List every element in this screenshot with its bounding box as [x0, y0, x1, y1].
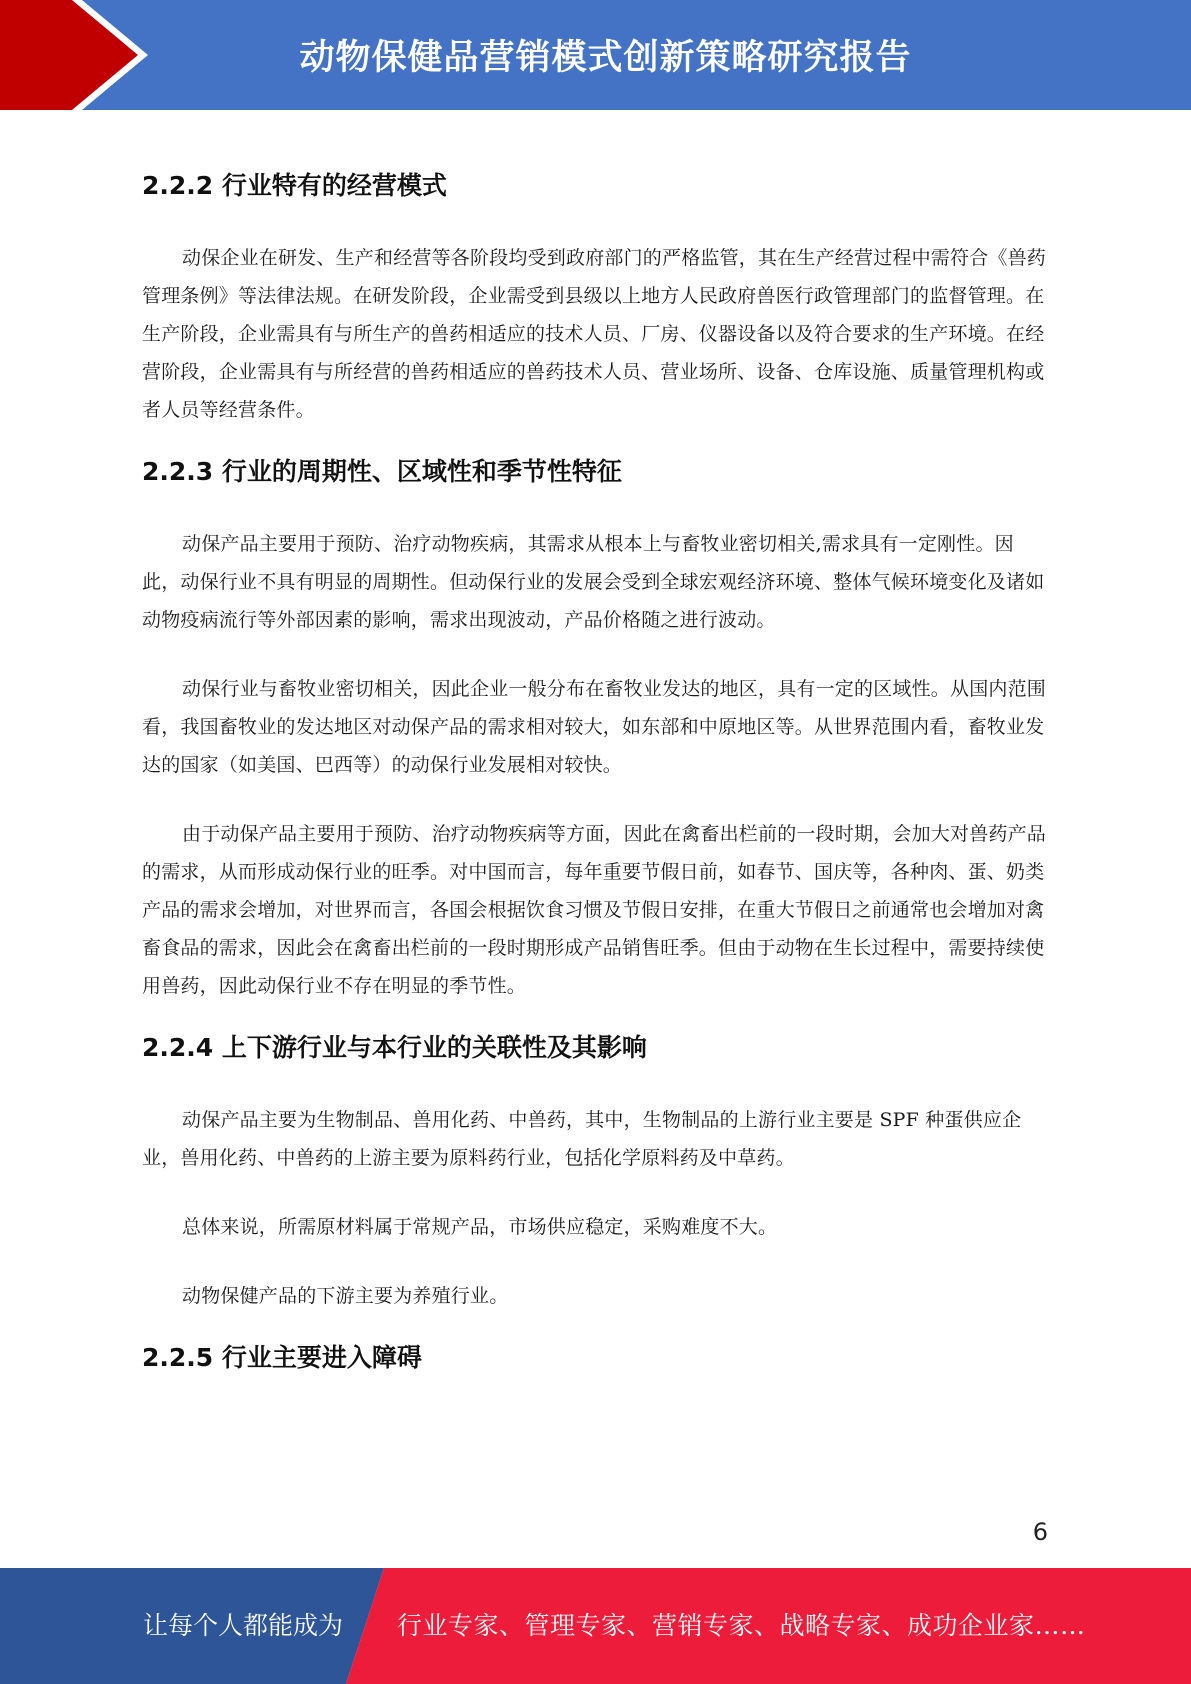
report-title	[0, 0, 1191, 110]
paragraph: 动物保健产品的下游主要为养殖行业。	[182, 1285, 509, 1307]
paragraph: 总体来说，所需原材料属于常规产品，市场供应稳定，采购难度不大。	[182, 1216, 778, 1238]
document-body	[142, 165, 1047, 1379]
paragraph: 动保行业与畜牧业密切相关，因此企业一般分布在畜牧业发达的地区，具有一定的区域性。从国内范围看，我国畜牧业的发达地区对动保产品的需求相对较大，如东部和中原地区等。从世界范围内看，畜牧业发达的国家（如美国、巴西等）的动保行业发展相对较快。	[142, 678, 1047, 776]
paragraph: 动保产品主要为生物制品、兽用化药、中兽药，其中，生物制品的上游行业主要是 SPF 种蛋供应企业，兽用化药、中兽药的上游主要为原料药行业，包括化学原料药及中草药。	[142, 1109, 1022, 1169]
page-number: 6	[1032, 1518, 1048, 1546]
section-heading-2-2-2: 2.2.2 行业特有的经营模式	[142, 171, 447, 200]
page-footer	[0, 1568, 1191, 1684]
paragraph: 动保产品主要用于预防、治疗动物疾病，其需求从根本上与畜牧业密切相关,需求具有一定刚性。因此，动保行业不具有明显的周期性。但动保行业的发展会受到全球宏观经济环境、整体气候环境变化及诸如动物疫病流行等外部因素的影响，需求出现波动，产品价格随之进行波动。	[142, 533, 1045, 631]
paragraph: 由于动保产品主要用于预防、治疗动物疾病等方面，因此在禽畜出栏前的一段时期，会加大对兽药产品的需求，从而形成动保行业的旺季。对中国而言，每年重要节假日前，如春节、国庆等，各种肉、蛋、奶类产品的需求会增加，对世界而言，各国会根据饮食习惯及节假日安排，在重大节假日之前通常也会增加对禽畜食品的需求，因此会在禽畜出栏前的一段时期形成产品销售旺季。但由于动物在生长过程中，需要持续使用兽药，因此动保行业不存在明显的季节性。	[142, 823, 1047, 997]
section-heading-2-2-5: 2.2.5 行业主要进入障碍	[142, 1343, 422, 1372]
footer-slogan-right: 行业专家、管理专家、营销专家、战略专家、成功企业家……	[397, 1611, 1086, 1640]
paragraph: 动保企业在研发、生产和经营等各阶段均受到政府部门的严格监管，其在生产经营过程中需符合《兽药管理条例》等法律法规。在研发阶段，企业需受到县级以上地方人民政府兽医行政管理部门的监督管理。在生产阶段，企业需具有与所生产的兽药相适应的技术人员、厂房、仪器设备以及符合要求的生产环境。在经营阶段，企业需具有与所经营的兽药相适应的兽药技术人员、营业场所、设备、仓库设施、质量管理机构或者人员等经营条件。	[142, 247, 1047, 421]
section-heading-2-2-3: 2.2.3 行业的周期性、区域性和季节性特征	[142, 457, 622, 486]
footer-slogan-left: 让每个人都能成为	[143, 1611, 344, 1640]
report-title-text: 动物保健品营销模式创新策略研究报告	[299, 38, 912, 78]
page-header	[0, 0, 1191, 110]
section-heading-2-2-4: 2.2.4 上下游行业与本行业的关联性及其影响	[142, 1033, 647, 1062]
